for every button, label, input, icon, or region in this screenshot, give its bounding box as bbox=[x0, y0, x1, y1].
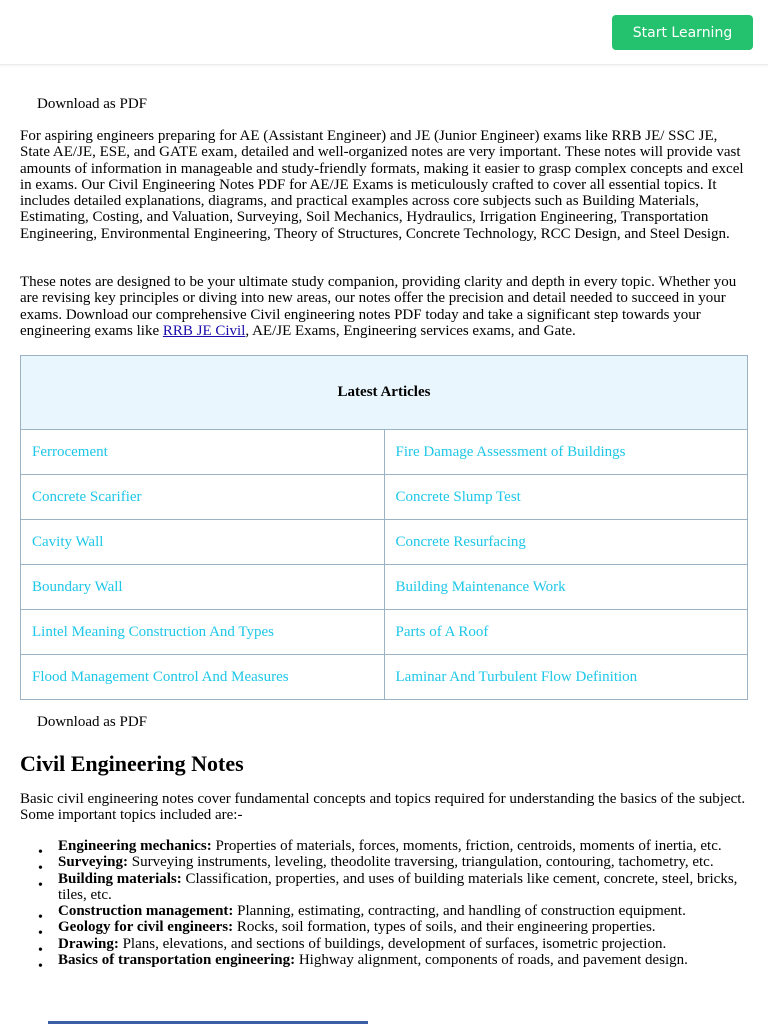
table-row bbox=[21, 655, 748, 700]
article-link[interactable]: Concrete Scarifier bbox=[21, 475, 385, 520]
section-intro: Basic civil engineering notes cover fundamental concepts and topics required for understanding the basics of the subject. Some important topics included are:- bbox=[20, 791, 746, 824]
article-link[interactable]: Parts of A Roof bbox=[384, 610, 748, 655]
list-item bbox=[38, 903, 748, 926]
topic-desc: Classification, properties, and uses of building materials like cement, concrete, steel, bricks, tiles, etc. bbox=[58, 870, 738, 903]
bullet-icon: • bbox=[38, 926, 43, 942]
table-row bbox=[21, 430, 748, 475]
bullet-icon: • bbox=[38, 910, 43, 926]
article-link[interactable]: Building Maintenance Work bbox=[384, 565, 748, 610]
article-link[interactable]: Laminar And Turbulent Flow Definition bbox=[384, 655, 748, 700]
intro-paragraph-1: For aspiring engineers preparing for AE (Assistant Engineer) and JE (Junior Engineer) exams like RRB JE/ SSC JE, State AE/JE, ESE, and GATE exam, detailed and well-organized notes are very important. These notes will provide vast amounts of information in manageable and study-friendly formats, making it easier to grasp complex concepts and excel in exams. Our Civil Engineering Notes PDF for AE/JE Exams is meticulously crafted to cover all essential topics. It includes detailed explanations, diagrams, and practical examples across core subjects such as Building Materials, Estimating, Costing, and Valuation, Surveying, Soil Mechanics, Hydraulics, Irrigation Engineering, Transportation Engineering, Environmental Engineering, Theory of Structures, Concrete Technology, RCC Design, and Steel Design. bbox=[20, 128, 744, 242]
bullet-icon: • bbox=[38, 861, 43, 877]
article-link[interactable]: Ferrocement bbox=[21, 430, 385, 475]
list-item bbox=[38, 935, 748, 958]
table-row bbox=[21, 475, 748, 520]
topic-term: Surveying: bbox=[58, 854, 129, 871]
topic-desc: Planning, estimating, contracting, and handling of construction equipment. bbox=[233, 903, 686, 920]
table-row bbox=[21, 565, 748, 610]
bullet-icon: • bbox=[38, 877, 43, 893]
topic-term: Engineering mechanics: bbox=[58, 838, 212, 854]
topic-desc: Surveying instruments, leveling, theodolite traversing, triangulation, contouring, tachometry, etc. bbox=[128, 854, 714, 871]
rrb-je-civil-link[interactable]: RRB JE Civil bbox=[162, 322, 246, 339]
article-link[interactable]: Cavity Wall bbox=[21, 520, 385, 565]
article-link[interactable]: Concrete Resurfacing bbox=[384, 520, 748, 565]
list-item bbox=[38, 870, 748, 904]
top-bar bbox=[0, 0, 768, 65]
topic-desc: Properties of materials, forces, moments, friction, centroids, moments of inertia, etc. bbox=[211, 838, 722, 854]
intro-paragraph-2-tail: , AE/JE Exams, Engineering services exams, and Gate. bbox=[245, 322, 576, 339]
bullet-icon: • bbox=[38, 845, 43, 860]
topic-term: Construction management: bbox=[58, 903, 234, 920]
topic-desc: Highway alignment, components of roads, and pavement design. bbox=[295, 952, 688, 969]
download-pdf-link-top[interactable]: Download as PDF bbox=[37, 96, 148, 112]
list-item bbox=[38, 854, 748, 877]
latest-articles-heading: Latest Articles bbox=[21, 356, 748, 430]
latest-articles-table bbox=[20, 355, 748, 700]
list-item bbox=[38, 838, 748, 860]
bullet-icon: • bbox=[38, 942, 43, 958]
topic-term: Basics of transportation engineering: bbox=[58, 952, 296, 969]
intro-paragraph-2-text: These notes are designed to be your ultimate study companion, providing clarity and depth in every topic. Whether you are revising key principles or diving into new areas, our notes offer the precision and detail needed to succeed in your exams. Download our comprehensive Civil engineering notes PDF today and take a significant step towards your engineering exams like bbox=[20, 274, 737, 339]
download-pdf-link-bottom[interactable]: Download as PDF bbox=[37, 714, 148, 730]
list-item bbox=[38, 919, 748, 942]
list-item bbox=[38, 952, 748, 975]
start-learning-button[interactable]: Start Learning bbox=[612, 15, 753, 50]
topic-desc: Plans, elevations, and sections of buildings, development of surfaces, isometric projection. bbox=[118, 935, 667, 952]
article-link[interactable]: Flood Management Control And Measures bbox=[21, 655, 385, 700]
table-row bbox=[21, 610, 748, 655]
intro-paragraph-2 bbox=[20, 274, 748, 339]
article-link[interactable]: Fire Damage Assessment of Buildings bbox=[384, 430, 748, 475]
table-row bbox=[21, 520, 748, 565]
topic-term: Drawing: bbox=[58, 935, 119, 952]
topic-desc: Rocks, soil formation, types of soils, and their engineering properties. bbox=[233, 919, 656, 936]
article-link[interactable]: Lintel Meaning Construction And Types bbox=[21, 610, 385, 655]
topics-list bbox=[38, 838, 748, 975]
article-link[interactable]: Concrete Slump Test bbox=[384, 475, 748, 520]
topic-term: Building materials: bbox=[58, 870, 182, 887]
bullet-icon: • bbox=[38, 959, 43, 975]
article-link[interactable]: Boundary Wall bbox=[21, 565, 385, 610]
topic-term: Geology for civil engineers: bbox=[58, 919, 234, 936]
section-title: Civil Engineering Notes bbox=[20, 751, 244, 776]
